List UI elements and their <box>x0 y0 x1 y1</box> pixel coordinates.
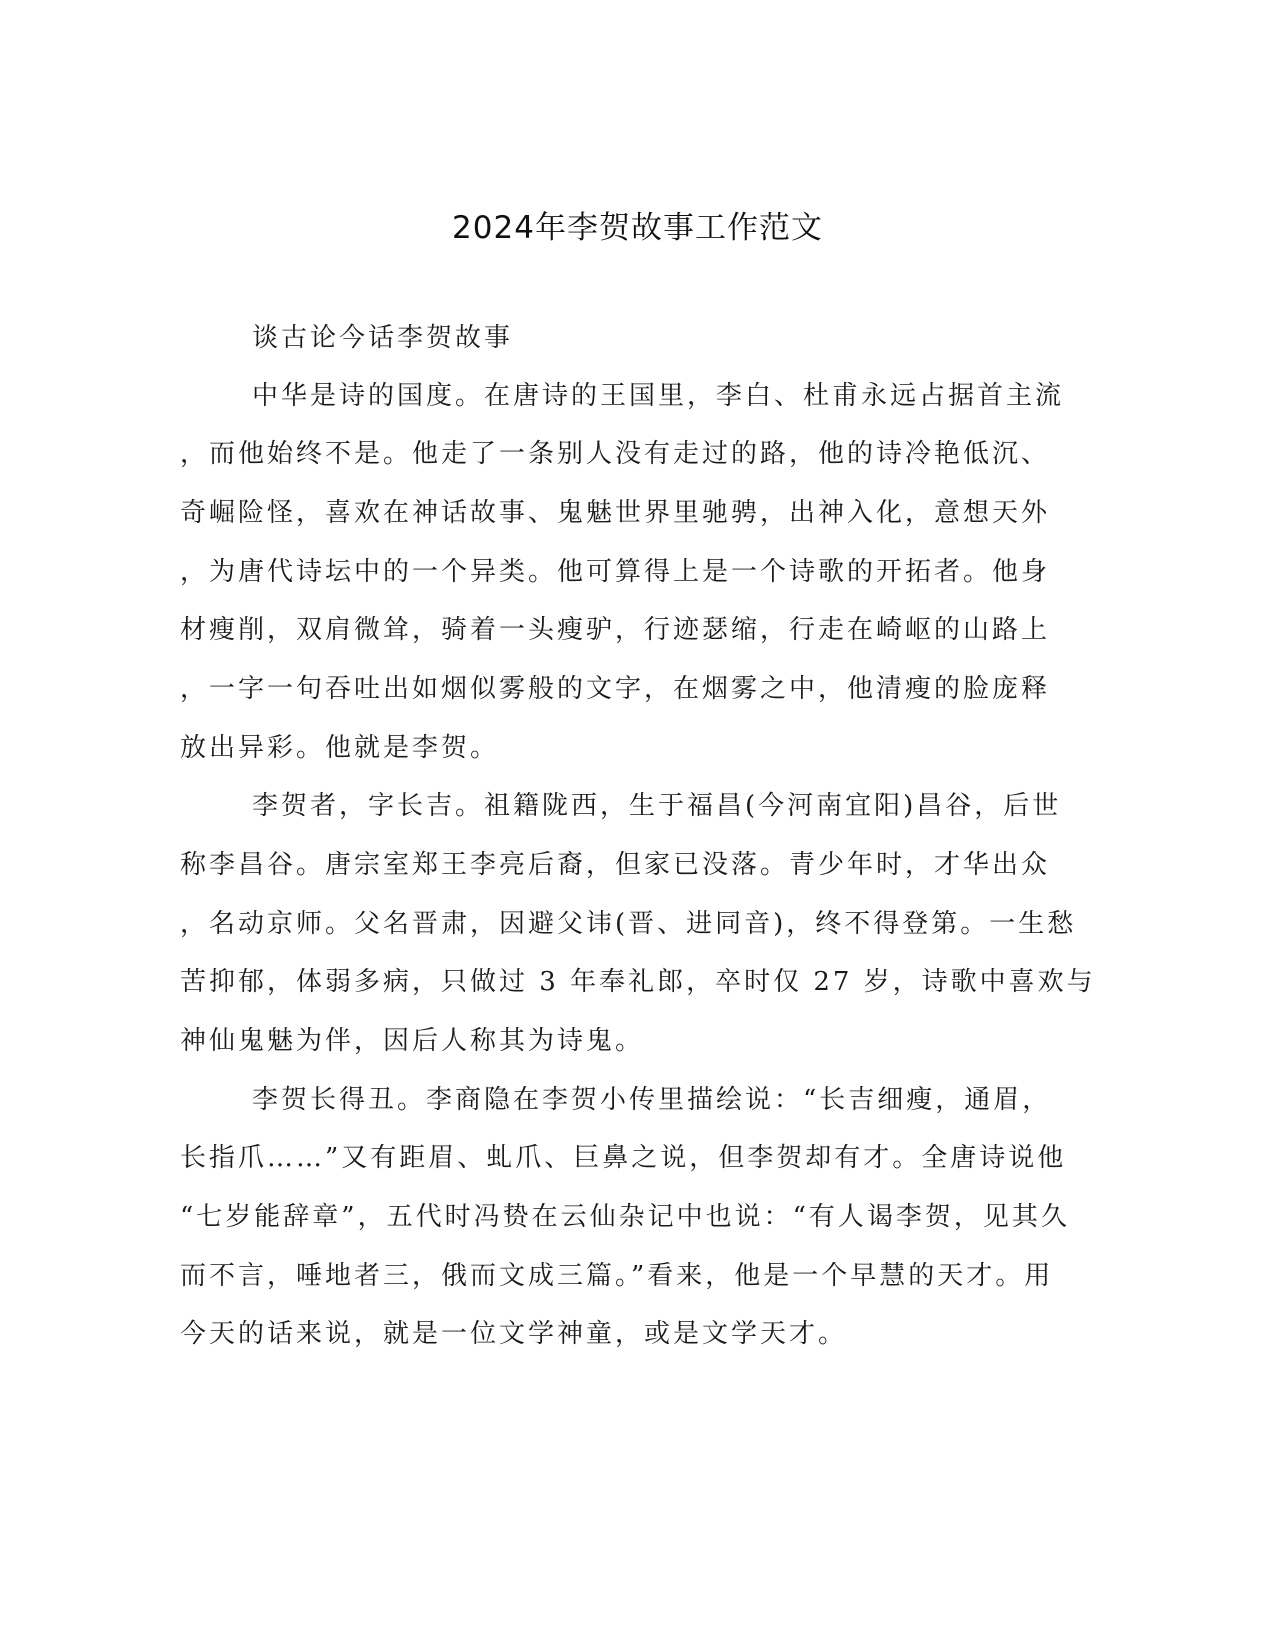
paragraph-line: 苦抑郁，体弱多病，只做过 3 年奉礼郎，卒时仅 27 岁，诗歌中喜欢与 <box>180 967 1096 997</box>
paragraph-line: 中华是诗的国度。在唐诗的王国里，李白、杜甫永远占据首主流 <box>252 381 1065 411</box>
paragraph-line: 今天的话来说，就是一位文学神童，或是文学天才。 <box>180 1319 848 1349</box>
paragraph-line: ，一字一句吞吐出如烟似雾般的文字，在烟雾之中，他清瘦的脸庞释 <box>180 674 1051 704</box>
paragraph-line: 放出异彩。他就是李贺。 <box>180 733 500 763</box>
paragraph-line: 李贺者，字长吉。祖籍陇西，生于福昌(今河南宜阳)昌谷，后世 <box>252 791 1062 821</box>
paragraph-line: 称李昌谷。唐宗室郑王李亮后裔，但家已没落。青少年时，才华出众 <box>180 850 1051 880</box>
paragraph-line: ，为唐代诗坛中的一个异类。他可算得上是一个诗歌的开拓者。他身 <box>180 557 1051 587</box>
subtitle: 谈古论今话李贺故事 <box>252 323 514 353</box>
paragraph-line: ，名动京师。父名晋肃，因避父讳(晋、进同音)，终不得登第。一生愁 <box>180 909 1077 939</box>
paragraph-line: ，而他始终不是。他走了一条别人没有走过的路，他的诗冷艳低沉、 <box>180 439 1051 469</box>
paragraph-line: 奇崛险怪，喜欢在神话故事、鬼魅世界里驰骋，出神入化，意想天外 <box>180 498 1051 528</box>
paragraph-line: 材瘦削，双肩微耸，骑着一头瘦驴，行迹瑟缩，行走在崎岖的山路上 <box>180 615 1051 645</box>
paragraph-line: 而不言，唾地者三，俄而文成三篇。”看来，他是一个早慧的天才。用 <box>180 1261 1054 1291</box>
paragraph-line: “七岁能辞章”，五代时冯贽在云仙杂记中也说：“有人谒李贺，见其久 <box>180 1202 1070 1232</box>
paragraph-line: 李贺长得丑。李商隐在李贺小传里描绘说：“长吉细瘦，通眉， <box>252 1085 1052 1115</box>
document-title: 2024年李贺故事工作范文 <box>452 210 823 246</box>
paragraph-line: 神仙鬼魅为伴，因后人称其为诗鬼。 <box>180 1026 645 1056</box>
paragraph-line: 长指爪……”又有距眉、虬爪、巨鼻之说，但李贺却有才。全唐诗说他 <box>180 1143 1067 1173</box>
